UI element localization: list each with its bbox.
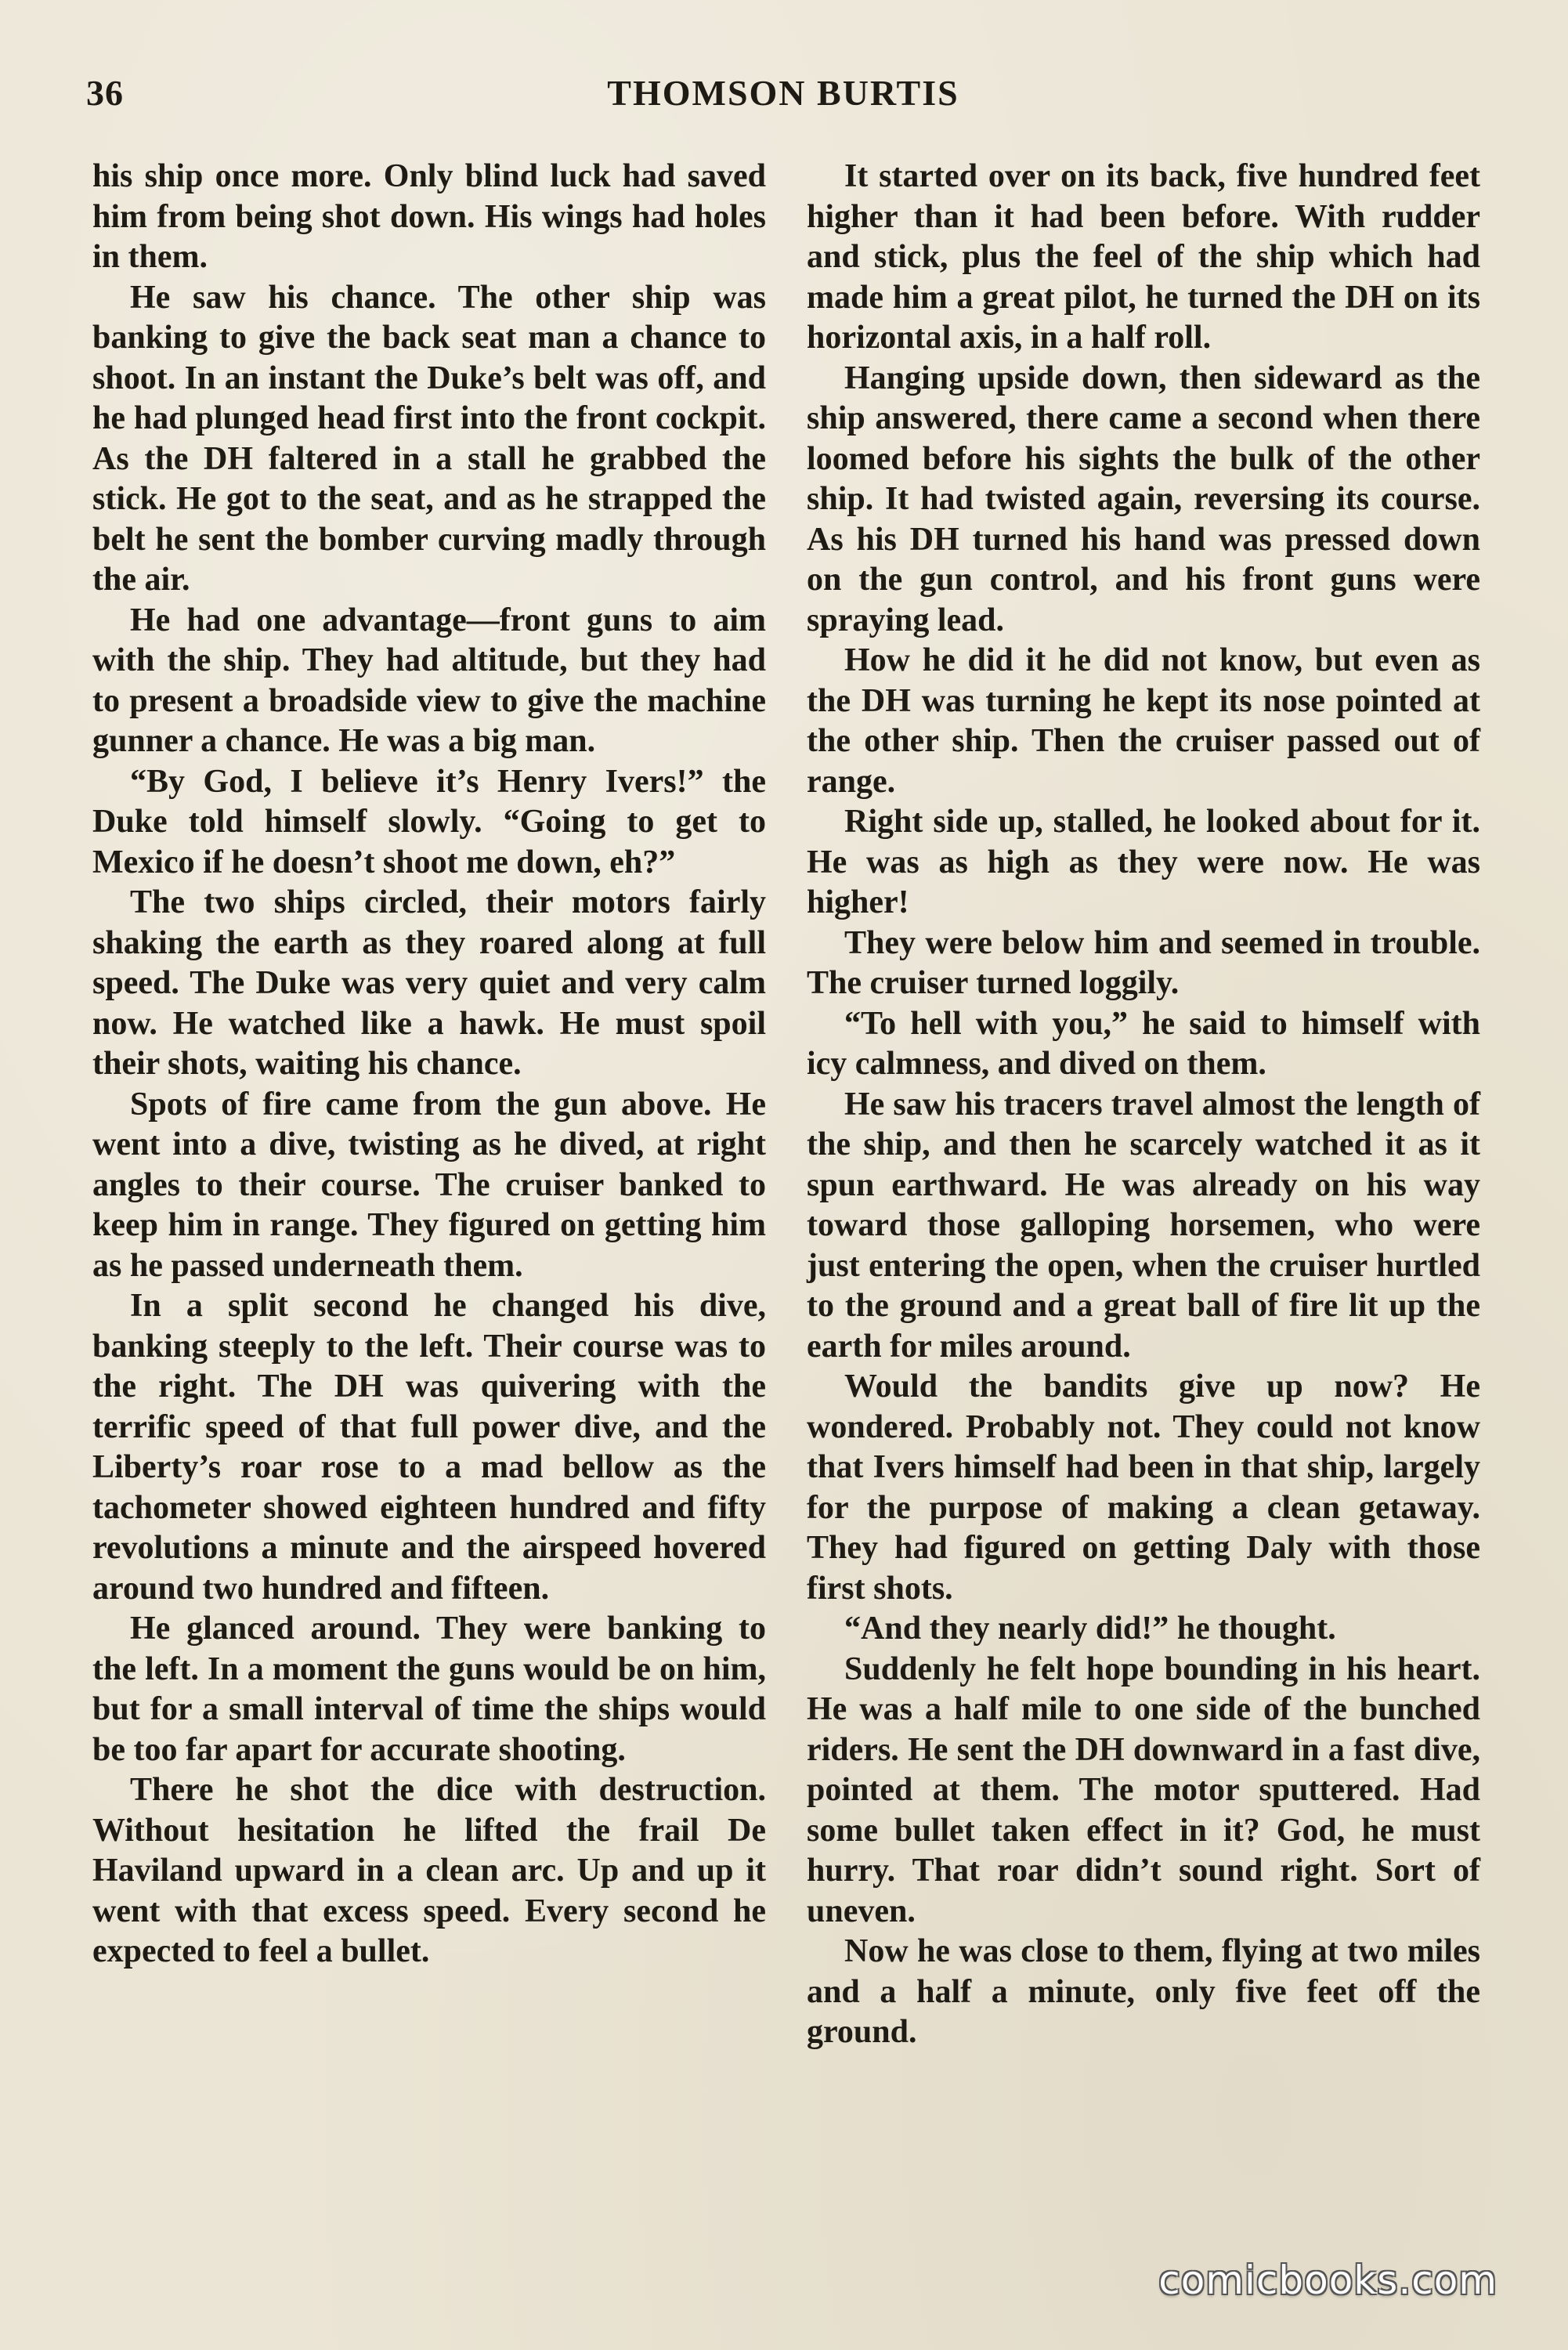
right-text-column: [807, 157, 1480, 2053]
paragraph: Hanging upside down, then sideward as the ship answered, there came a second when there loomed before his sights the bulk of the other ship. It had twisted again, reversing its course. As his DH turned his hand was pressed down on the gun control, and his front guns were spraying lead.: [807, 360, 1480, 638]
paragraph: He had one advantage—front guns to aim with the ship. They had altitude, but they had to present a broadside view to give the machine gunner a chance. He was a big man.: [92, 602, 766, 759]
page-number: 36: [86, 73, 124, 113]
site-watermark: comicbooks.com: [1158, 2258, 1498, 2303]
paragraph: Now he was close to them, flying at two miles and a half a minute, only five feet off the ground.: [807, 1933, 1480, 2050]
paragraph: He saw his chance. The other ship was banking to give the back seat man a chance to shoot. In an instant the Duke’s belt was off, and he had plunged head first into the front cockpit. As the DH faltered in a stall he grabbed the stick. He got to the seat, and as he strapped the belt he sent the bomber curving madly through the air.: [92, 279, 766, 598]
left-text-column: [92, 157, 766, 1972]
paragraph: They were below him and seemed in trouble. The cruiser turned loggily.: [807, 924, 1480, 1001]
paragraph: Spots of fire came from the gun above. He went into a dive, twisting as he dived, at right angles to their course. The cruiser banked to keep him in range. They figured on getting him as he passed underneath them.: [92, 1086, 766, 1284]
paragraph: In a split second he changed his dive, banking steeply to the left. Their course was to the right. The DH was quivering with the terrific speed of that full power dive, and the Liberty’s roar rose to a mad bellow as the tachometer showed eighteen hundred and fifty revolutions a minute and the airspeed hovered around two hundred and fifteen.: [92, 1288, 766, 1607]
paragraph: How he did it he did not know, but even as the DH was turning he kept its nose pointed at the other ship. Then the cruiser passed out of range.: [807, 642, 1480, 800]
paragraph: Right side up, stalled, he looked about for it. He was as high as they were now. He was higher!: [807, 804, 1480, 920]
paragraph: “To hell with you,” he said to himself with icy calmness, and dived on them.: [807, 1005, 1480, 1082]
page-header: [86, 72, 1480, 127]
paragraph: He glanced around. They were banking to the left. In a moment the guns would be on him, but for a small interval of time the ships would be too far apart for accurate shooting.: [92, 1611, 766, 1768]
paragraph: Would the bandits give up now? He wondered. Probably not. They could not know that Ivers himself had been in that ship, largely for the purpose of making a clean getaway. They had figured on getting Daly with those first shots.: [807, 1368, 1480, 1607]
paragraph: his ship once more. Only blind luck had saved him from being shot down. His wings had holes in them.: [92, 158, 766, 275]
paragraph: Suddenly he felt hope bounding in his heart. He was a half mile to one side of the bunched riders. He sent the DH downward in a fast dive, pointed at them. The motor sputtered. Had some bullet taken effect in it? God, he must hurry. That roar didn’t sound right. Sort of uneven.: [807, 1650, 1480, 1929]
paragraph: The two ships circled, their motors fairly shaking the earth as they roared along at full speed. The Duke was very quiet and very calm now. He watched like a hawk. He must spoil their shots, waiting his chance.: [92, 884, 766, 1082]
paragraph: There he shot the dice with destruction. Without hesitation he lifted the frail De Haviland upward in a clean arc. Up and up it went with that excess speed. Every second he expected to feel a bullet.: [92, 1772, 766, 1969]
running-head: THOMSON BURTIS: [607, 73, 959, 113]
paragraph: “By God, I believe it’s Henry Ivers!” the Duke told himself slowly. “Going to get to Mexico if he doesn’t shoot me down, eh?”: [92, 763, 766, 880]
paragraph: He saw his tracers travel almost the length of the ship, and then he scarcely watched it as it spun earthward. He was already on his way toward those galloping horsemen, who were just entering the open, when the cruiser hurtled to the ground and a great ball of fire lit up the earth for miles around.: [807, 1086, 1480, 1365]
paragraph: “And they nearly did!” he thought.: [844, 1611, 1336, 1647]
paragraph: It started over on its back, five hundred feet higher than it had been before. With rudder and stick, plus the feel of the ship which had made him a great pilot, he turned the DH on its horizontal axis, in a half roll.: [807, 158, 1480, 356]
